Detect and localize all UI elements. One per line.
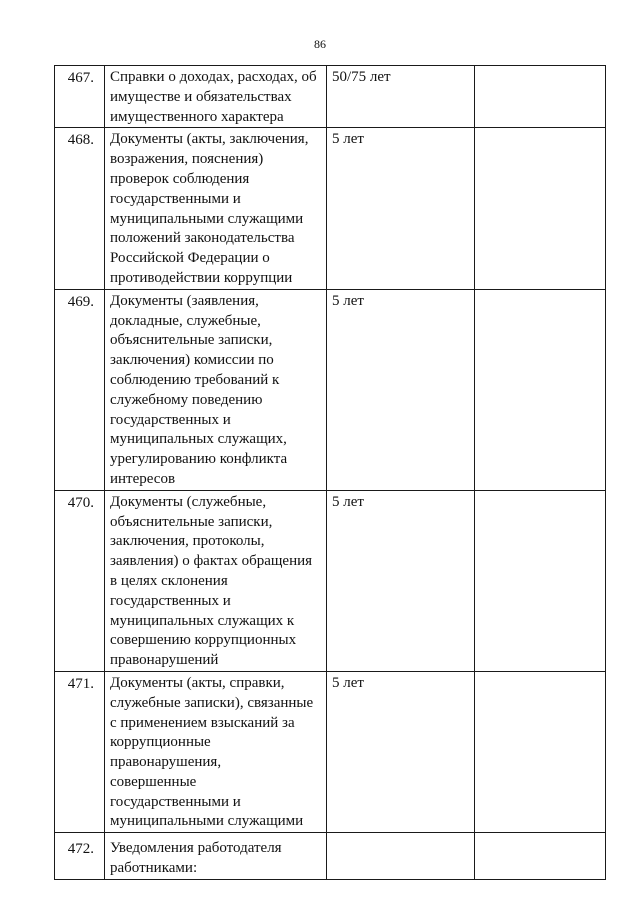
note-cell — [475, 66, 606, 128]
document-title-line: имуществе и обязательствах — [110, 88, 292, 105]
row-number-cell — [55, 66, 105, 128]
row-number-cell — [55, 671, 105, 832]
document-title-line: положений законодательства — [110, 230, 295, 247]
document-title-line: объяснительные записки, — [110, 513, 273, 530]
document-title-line: Документы (акты, заключения, — [110, 131, 309, 148]
document-title-line: докладные, служебные, — [110, 312, 261, 329]
row-number: 471. — [67, 675, 94, 692]
row-number-cell — [55, 289, 105, 490]
table-body — [55, 66, 606, 880]
document-title-line: совершенные — [110, 773, 197, 790]
retention-term: 50/75 лет — [332, 69, 391, 85]
document-title-cell — [105, 833, 327, 880]
document-title-cell — [105, 490, 327, 671]
document-title-line: государственных и — [110, 411, 231, 428]
row-number: 468. — [67, 132, 94, 149]
note-cell — [475, 289, 606, 490]
document-title-line: с применением взысканий за — [110, 714, 295, 731]
retention-term: 5 лет — [332, 131, 364, 148]
records-retention-table — [54, 65, 606, 880]
page-number: 86 — [314, 37, 326, 51]
document-title-cell — [105, 128, 327, 289]
document-title-line: служебному поведению — [110, 391, 263, 408]
retention-term-cell — [327, 671, 475, 832]
table-row — [55, 66, 606, 128]
document-title-line: Российской Федерации о — [110, 250, 270, 267]
document-title-line: совершению коррупционных — [110, 632, 297, 649]
retention-term-cell — [327, 128, 475, 289]
document-title-line: правонарушения, — [110, 754, 222, 771]
document-title-line: Справки о доходах, расходах, об — [110, 69, 317, 85]
document-title-line: государственных и — [110, 592, 231, 609]
note-cell — [475, 833, 606, 880]
row-number-cell — [55, 128, 105, 289]
document-title-cell — [105, 671, 327, 832]
document-title-line: урегулированию конфликта — [110, 451, 288, 468]
row-number: 470. — [67, 494, 94, 511]
retention-term: 5 лет — [332, 674, 364, 691]
document-title-line: государственными и — [110, 793, 241, 810]
document-title-line: заключения, протоколы, — [110, 533, 265, 550]
document-title-line: проверок соблюдения — [110, 170, 250, 187]
document-title-cell — [105, 289, 327, 490]
document-title-line: Уведомления работодателя — [110, 840, 282, 857]
document-title-line: коррупционные — [110, 734, 211, 751]
row-number: 469. — [67, 293, 94, 310]
document-title-line: муниципальными служащими — [110, 813, 304, 830]
row-number: 472. — [67, 841, 94, 858]
document-title-line: имущественного характера — [110, 108, 284, 125]
document-title-line: возражения, пояснения) — [110, 151, 264, 168]
retention-term-cell — [327, 490, 475, 671]
row-number: 467. — [67, 70, 94, 86]
document-title-line: в целях склонения — [110, 572, 228, 589]
document-title-line: заявления) о фактах обращения — [110, 553, 313, 570]
document-title-line: работниками: — [110, 860, 198, 877]
retention-term: 5 лет — [332, 493, 364, 510]
retention-term-cell — [327, 66, 475, 128]
table-row — [55, 289, 606, 490]
note-cell — [475, 490, 606, 671]
row-number-cell — [55, 490, 105, 671]
table-row — [55, 490, 606, 671]
document-title-line: интересов — [110, 470, 176, 487]
retention-term-cell — [327, 833, 475, 880]
table-row — [55, 833, 606, 880]
table-row — [55, 128, 606, 289]
document-title-cell — [105, 66, 327, 128]
document-title-line: противодействии коррупции — [110, 269, 293, 286]
row-number-cell — [55, 833, 105, 880]
retention-term-cell — [327, 289, 475, 490]
retention-term: 5 лет — [332, 292, 364, 309]
document-title-line: объяснительные записки, — [110, 332, 273, 349]
document-title-line: заключения) комиссии по — [110, 352, 274, 369]
note-cell — [475, 671, 606, 832]
document-title-line: государственными и — [110, 190, 241, 207]
document-title-line: соблюдению требований к — [110, 371, 280, 388]
document-title-line: муниципальных служащих к — [110, 612, 295, 629]
note-cell — [475, 128, 606, 289]
document-title-line: Документы (служебные, — [110, 493, 267, 510]
document-title-line: муниципальными служащими — [110, 210, 304, 227]
document-title-line: Документы (заявления, — [110, 292, 259, 309]
document-title-line: Документы (акты, справки, — [110, 674, 285, 691]
document-title-line: муниципальных служащих, — [110, 431, 287, 448]
document-title-line: служебные записки), связанные — [110, 694, 314, 711]
table-row — [55, 671, 606, 832]
document-title-line: правонарушений — [110, 652, 219, 669]
